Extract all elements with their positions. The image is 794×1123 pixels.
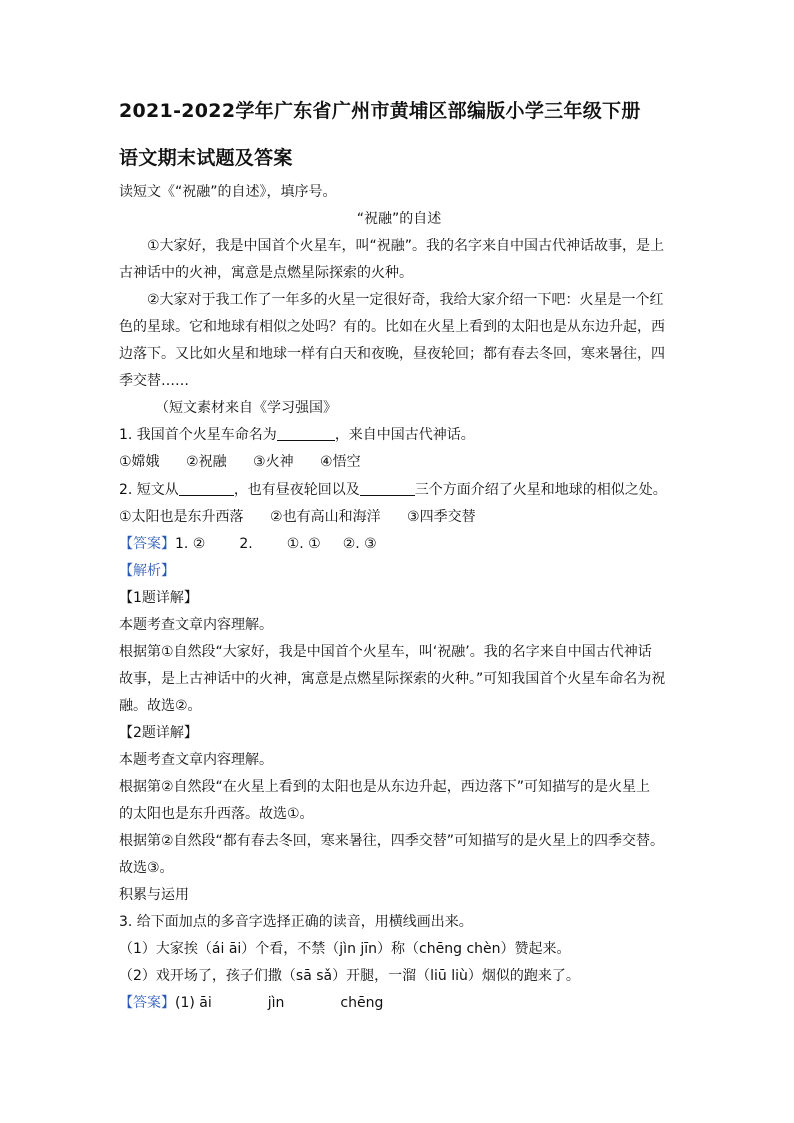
option: ②也有高山和海洋 xyxy=(270,509,381,525)
answer-3-part3: chēng xyxy=(340,995,384,1011)
question-2-text-a: 2. 短文从 xyxy=(119,482,179,498)
passage-p2-line-2: 色的星球。它和地球有相似之处吗？有的。比如在火星上看到的太阳也是从东边升起，西 xyxy=(119,319,665,335)
question-2 xyxy=(119,479,679,499)
answer-tag: 【答案】 xyxy=(119,536,175,552)
answer-tag: 【答案】 xyxy=(119,995,175,1011)
passage-title: “祝融”的自述 xyxy=(356,211,442,227)
question-3: 3. 给下面加点的多音字选择正确的读音，用横线画出来。 xyxy=(119,914,473,930)
answer-q2-part1: ①. ① xyxy=(286,536,321,552)
detail-2-tag: 【2题详解】 xyxy=(119,725,198,741)
passage-source: （短文素材来自《学习强国》 xyxy=(155,400,337,416)
answer-3-part2: jìn xyxy=(267,995,285,1011)
answer-blank xyxy=(277,426,335,441)
question-1-text-b: ，来自中国古代神话。 xyxy=(334,427,475,443)
question-2-text-b: ，也有昼夜轮回以及 xyxy=(233,482,360,498)
detail-1-line-1: 本题考查文章内容理解。 xyxy=(119,617,273,633)
question-1-text-a: 1. 我国首个火星车命名为 xyxy=(119,427,277,443)
answer-q1: 1. ② xyxy=(175,536,206,552)
reading-instruction: 读短文《“祝融”的自述》，填序号。 xyxy=(119,184,337,200)
detail-2-line-1: 本题考查文章内容理解。 xyxy=(119,752,273,768)
question-1-options xyxy=(119,451,679,471)
question-3-item-1: （1）大家挨（ái āi）个看，不禁（jìn jīn）称（chēng chèn）赞起来。 xyxy=(119,941,571,957)
detail-1-line-4: 融。故选②。 xyxy=(119,698,202,714)
passage-p2-line-3: 边落下。又比如火星和地球一样有白天和夜晚，昼夜轮回；都有春去冬回，寒来暑往，四 xyxy=(119,346,665,362)
doc-title-line-2: 语文期末试题及答案 xyxy=(119,147,293,169)
option: ③火神 xyxy=(253,454,294,470)
question-2-text-c: 三个方面介绍了火星和地球的相似之处。 xyxy=(414,482,667,498)
option: ②祝融 xyxy=(186,454,227,470)
answer-row-2 xyxy=(119,992,679,1012)
detail-1-tag: 【1题详解】 xyxy=(119,590,198,606)
section-heading: 积累与运用 xyxy=(119,887,189,903)
option: ①太阳也是东升西落 xyxy=(119,509,244,525)
question-1 xyxy=(119,424,679,444)
detail-1-line-2: 根据第①自然段“大家好，我是中国首个火星车，叫‘祝融’。我的名字来自中国古代神话 xyxy=(119,644,652,660)
passage-p2-line-1: ②大家对于我工作了一年多的火星一定很好奇，我给大家介绍一下吧：火星是一个红 xyxy=(147,292,664,308)
question-2-options xyxy=(119,506,679,526)
answer-q2-label: 2. xyxy=(239,536,253,552)
question-3-item-2: （2）戏开场了，孩子们撒（sā sǎ）开腿，一溜（liū liù）烟似的跑来了。 xyxy=(119,968,580,984)
option: ③四季交替 xyxy=(407,509,476,525)
detail-1-line-3: 故事，是上古神话中的火神，寓意是点燃星际探索的火种。”可知我国首个火星车命名为祝 xyxy=(119,671,666,687)
answer-blank xyxy=(179,481,234,496)
detail-2-line-4: 根据第②自然段“都有春去冬回，寒来暑往，四季交替”可知描写的是火星上的四季交替。 xyxy=(119,833,665,849)
analysis-tag: 【解析】 xyxy=(119,563,175,579)
answer-q2-part2: ②. ③ xyxy=(342,536,377,552)
detail-2-line-2: 根据第②自然段“在火星上看到的太阳也是从东边升起，西边落下”可知描写的是火星上 xyxy=(119,779,651,795)
option: ④悟空 xyxy=(320,454,361,470)
answer-3-part1: (1) āi xyxy=(175,995,212,1011)
detail-2-line-5: 故选③。 xyxy=(119,860,174,876)
passage-p2-line-4: 季交替…… xyxy=(119,373,189,389)
detail-2-line-3: 的太阳也是东升西落。故选①。 xyxy=(119,806,314,822)
passage-p1-line-2: 古神话中的火神，寓意是点燃星际探索的火种。 xyxy=(119,265,413,281)
answer-row-1 xyxy=(119,533,679,553)
doc-title-line-1: 2021-2022学年广东省广州市黄埔区部编版小学三年级下册 xyxy=(119,100,641,122)
passage-p1-line-1: ①大家好，我是中国首个火星车，叫“祝融”。我的名字来自中国古代神话故事，是上 xyxy=(147,238,665,254)
answer-blank xyxy=(360,481,415,496)
option: ①嫦娥 xyxy=(119,454,160,470)
